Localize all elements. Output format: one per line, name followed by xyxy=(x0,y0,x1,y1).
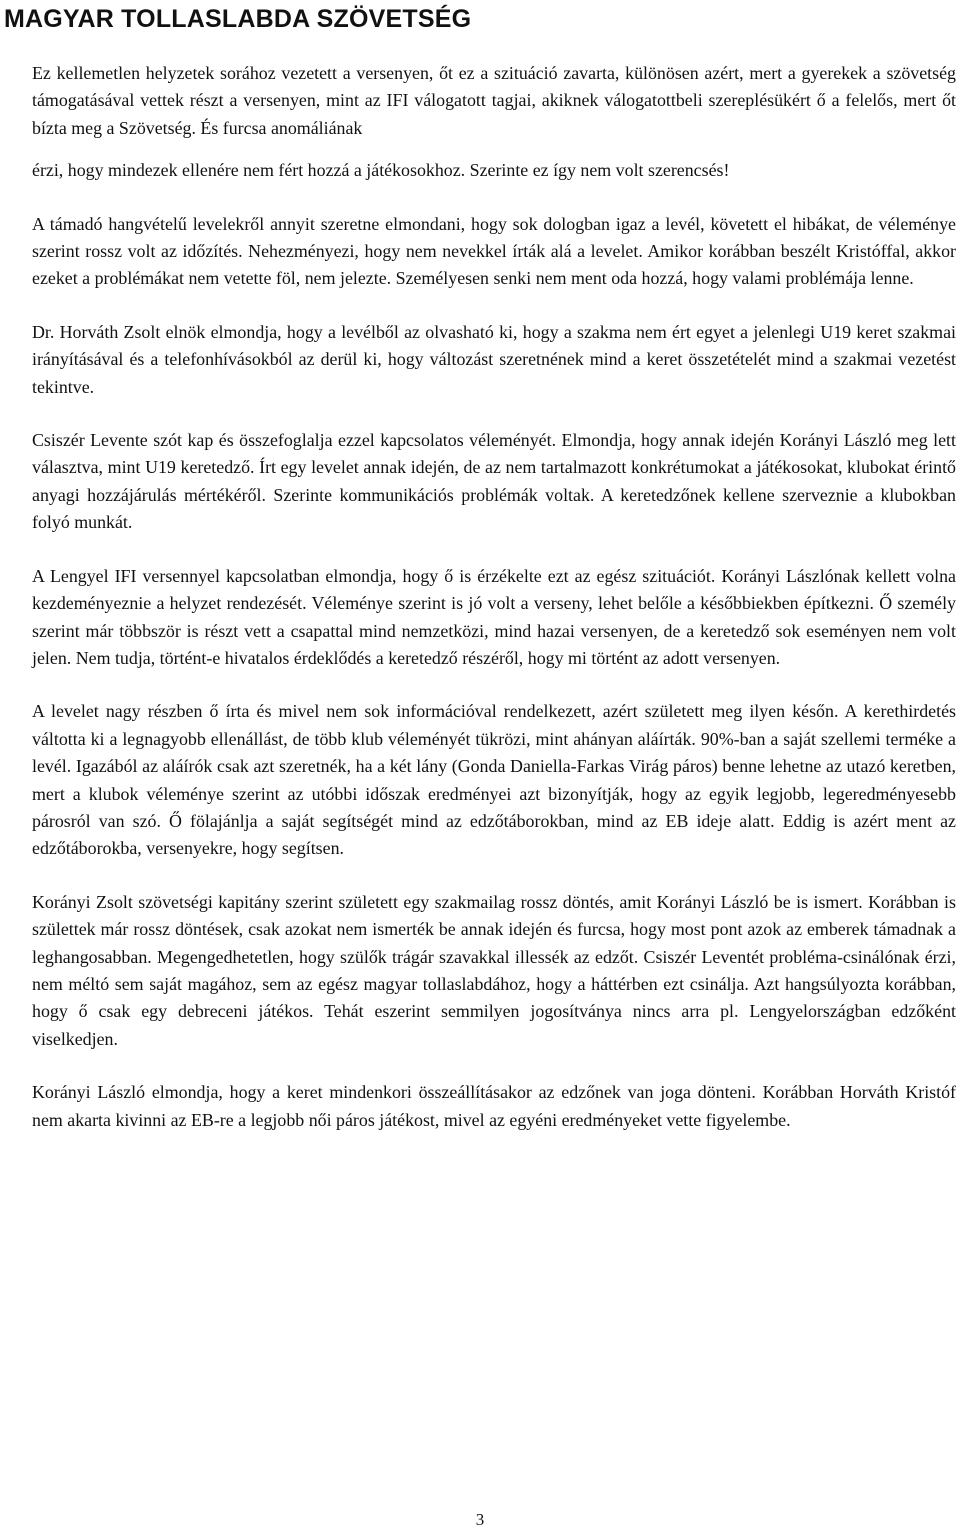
paragraph-letter-author: A levelet nagy részben ő írta és mivel nem sok információval rendelkezett, azért született meg ilyen későn. A kerethirdetés váltotta ki a legnagyobb ellenállást, de több klub véleményét tükrözi, mint ahányan aláírták. 90%-ban a saját szellemi terméke a levél. Igazából az aláírók csak azt szeretnék, ha a két lány (Gonda Daniella-Farkas Virág páros) benne lehetne az utazó keretben, mert a klubok véleménye szerint az utóbbi időszak eredményei azt bizonyítják, hogy az egyik legjobb, legeredményesebb párosról van szó. Ő fölajánlja a saját segítségét mind az edzőtáborokban, mind az EB ideje alatt. Eddig is azért ment az edzőtáborokba, versenyekre, hogy segítsen. xyxy=(32,701,956,859)
paragraph-president-statement: Dr. Horváth Zsolt elnök elmondja, hogy a levélből az olvasható ki, hogy a szakma nem ért egyet a jelenlegi U19 keret szakmai irányításával és a telefonhívásokból az derül ki, hogy változást szeretnének mind a keret összetételét mind a szakmai vezetést tekintve. xyxy=(32,321,956,397)
document-body xyxy=(32,60,956,1160)
page-number: 3 xyxy=(475,1510,485,1529)
paragraph-captain-statement: Korányi Zsolt szövetségi kapitány szerint született egy szakmailag rossz döntés, amit Korányi László be is ismert. Korábban is születtek már rossz döntések, csak azokat nem ismerték be annak idején és furcsa, hogy most pont azok az emberek támadnak a leghangosabban. Megengedhetetlen, hogy szülők trágár szavakkal illessék az edzőt. Csiszér Leventét probléma-csinálónak érzi, nem méltó sem saját magához, sem az egész magyar tollaslabdához, hogy a háttérben ezt csinálja. Azt hangsúlyozta korábban, hogy ő csak egy debreceni játékos. Tehát eszerint semmilyen jogosítványa nincs arra pl. Lengyelországban edzőként viselkedjen. xyxy=(32,891,956,1049)
paragraph-player-access: érzi, hogy mindezek ellenére nem fért hozzá a játékosokhoz. Szerinte ez így nem volt szerencsés! xyxy=(32,160,730,181)
paragraph-csiszer-opinion: Csiszér Levente szót kap és összefoglalja ezzel kapcsolatos véleményét. Elmondja, hogy annak idején Korányi László meg lett választva, mint U19 keretedző. Írt egy levelet annak idején, de az nem tartalmazott konkrétumokat a játékosokat, klubokat érintő anyagi hozzájárulás mértékéről. Szerinte kommunikációs problémák voltak. A keretedzőnek kellene szerveznie a klubokban folyó munkát. xyxy=(32,430,956,533)
paragraph-polish-competition: A Lengyel IFI versennyel kapcsolatban elmondja, hogy ő is érzékelte ezt az egész szituációt. Korányi Lászlónak kellett volna kezdeményeznie a helyzet rendezését. Véleménye szerint is jó volt a verseny, lehet belőle a későbbiekben építkezni. Ő személy szerint már többször is részt vett a csapattal mind nemzetközi, mind hazai versenyen, de a keretedző sok eseményen nem volt jelen. Nem tudja, történt-e hivatalos érdeklődés a keretedző részéről, hogy mi történt az adott versenyen. xyxy=(32,565,956,668)
paragraph-letters-response: A támadó hangvételű levelekről annyit szeretne elmondani, hogy sok dologban igaz a levél, követett el hibákat, de véleménye szerint rossz volt az időzítés. Nehezményezi, hogy nem nevekkel írták alá a levelet. Amikor korábban beszélt Kristóffal, akkor ezeket a problémákat nem vetette föl, nem jelezte. Személyesen senki nem ment oda hozzá, hogy valami problémája lenne. xyxy=(32,213,956,289)
paragraph-competition-situation: Ez kellemetlen helyzetek sorához vezetett a versenyen, őt ez a szituáció zavarta, különösen azért, mert a gyerekek a szövetség támogatásával vettek részt a versenyen, mint az IFI válogatott tagjai, akiknek válogatottbeli szereplésükért ő a felelős, mert őt bízta meg a Szövetség. És furcsa anomáliának xyxy=(32,63,956,138)
paragraph-coach-statement: Korányi László elmondja, hogy a keret mindenkori összeállításakor az edzőnek van joga dönteni. Korábban Horváth Kristóf nem akarta kivinni az EB-re a legjobb női páros játékost, mivel az egyéni eredményeket vette figyelembe. xyxy=(32,1082,956,1130)
organization-header: MAGYAR TOLLASLABDA SZÖVETSÉG xyxy=(4,5,472,33)
